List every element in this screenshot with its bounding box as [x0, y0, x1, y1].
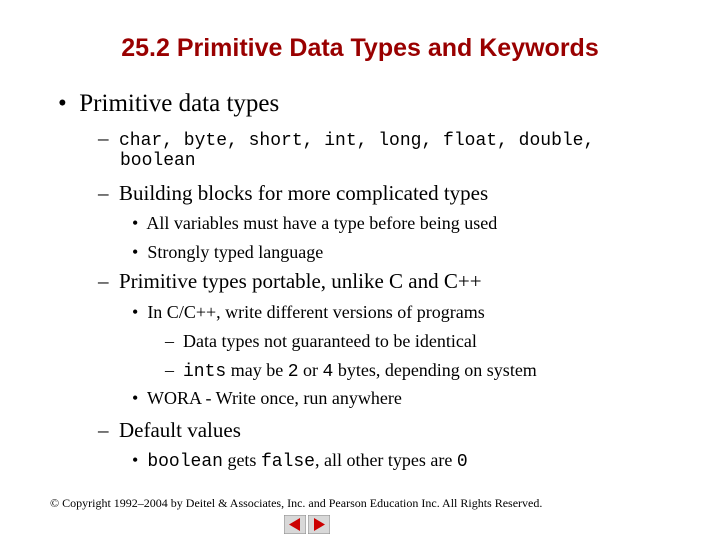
- code-boolean: boolean: [147, 452, 223, 472]
- next-arrow-icon[interactable]: [308, 515, 330, 534]
- bullet-marker: –: [98, 181, 109, 205]
- code-num-2: 2: [287, 362, 299, 382]
- bullet-text: Data types not guaranteed to be identical: [183, 331, 477, 351]
- bullet-marker: •: [132, 213, 139, 233]
- copyright-notice: © Copyright 1992–2004 by Deitel & Associates, Inc. and Pearson Education Inc. All Rights Reserved.: [50, 496, 543, 510]
- bullet-marker: •: [132, 302, 139, 322]
- bullet-text: Primitive types portable, unlike C and C++: [119, 269, 482, 293]
- bullet-marker: –: [165, 360, 174, 380]
- subbullet-default-values: [98, 418, 241, 443]
- bullet-marker: –: [98, 418, 109, 442]
- code-zero: 0: [456, 452, 468, 472]
- bullet-marker: •: [132, 242, 139, 262]
- code-type-list-line2: boolean: [120, 151, 196, 171]
- prev-arrow-icon[interactable]: [284, 515, 306, 534]
- text-or: or: [303, 360, 319, 380]
- code-type-list-line1: char, byte, short, int, long, float, double,: [119, 131, 595, 151]
- slide-title: 25.2 Primitive Data Types and Keywords: [121, 34, 599, 62]
- code-ints: ints: [183, 362, 227, 382]
- text-bytes-depending: bytes, depending on system: [337, 360, 537, 380]
- bullet-text: Building blocks for more complicated types: [119, 181, 489, 205]
- bullet-text: Default values: [119, 418, 241, 442]
- bullet-text: Primitive data types: [79, 90, 280, 117]
- subbullet-portable: [98, 269, 482, 294]
- bullet-primitive-data-types: [58, 90, 279, 118]
- code-false: false: [260, 452, 315, 472]
- bullet-marker: –: [98, 269, 109, 293]
- subsubbullet-strongly-typed: [132, 242, 323, 263]
- subbullet-type-list: [98, 126, 594, 151]
- bullet-marker: •: [132, 388, 139, 408]
- subsubbullet-variables-type: [132, 213, 497, 234]
- bullet-marker: •: [58, 90, 67, 117]
- subsubbullet-boolean-default: [132, 450, 468, 472]
- subsubbullet-wora: [132, 388, 402, 409]
- level4-ints-bytes: [165, 360, 537, 382]
- bullet-text: WORA - Write once, run anywhere: [147, 388, 402, 408]
- bullet-marker: –: [98, 126, 109, 150]
- bullet-text: In C/C++, write different versions of programs: [147, 302, 485, 322]
- text-other-types: , all other types are: [314, 450, 453, 470]
- text-may-be: may be: [230, 360, 284, 380]
- subbullet-building-blocks: [98, 181, 488, 206]
- bullet-marker: –: [165, 331, 174, 351]
- bullet-marker: •: [132, 450, 139, 470]
- bullet-text: All variables must have a type before being used: [146, 213, 498, 233]
- code-num-4: 4: [322, 362, 334, 382]
- bullet-text: Strongly typed language: [147, 242, 324, 262]
- level4-not-guaranteed: [165, 331, 477, 352]
- text-gets: gets: [227, 450, 257, 470]
- subsubbullet-c-versions: [132, 302, 485, 323]
